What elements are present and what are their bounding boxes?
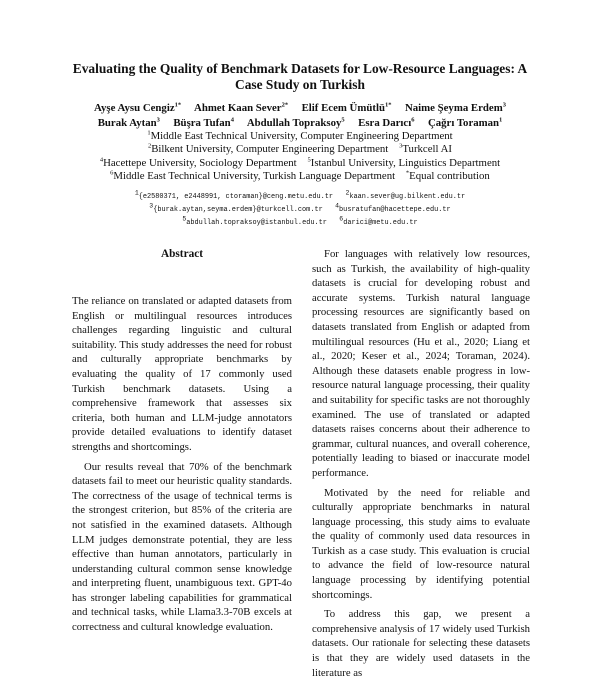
- introduction-column: [312, 247, 530, 680]
- author: Büşra Tufan$^4$: [173, 116, 234, 129]
- body-paragraph: Motivated by the need for reliable and culturally appropriate benchmarks in natural language processing, this study aims to evaluate the quality of commonly used data resources in Turkish as a case study. This evaluation is crucial to advance the field of low-resource natural language processing by identifying potential shortcomings.: [312, 486, 530, 601]
- email: $^4$busratufan@hacettepe.edu.tr: [335, 202, 451, 215]
- affiliation: $^5$Istanbul University, Linguistics Department: [307, 156, 501, 169]
- abstract-paragraph: The reliance on translated or adapted datasets from English or multilingual resources introduces challenges regarding linguistic and cultural suitability. This study addresses the need for robust and culturally appropriate benchmarks by evaluating the quality of 17 commonly used Turkish benchmark datasets. Using a comprehensive framework that assesses six criteria, both human and LLM-judge annotators provide detailed evaluations to identify dataset strengths and shortcomings.: [72, 295, 292, 453]
- author: Ahmet Kaan Sever$^{2*}$: [194, 101, 289, 114]
- author: Burak Aytan$^3$: [97, 116, 160, 129]
- author: Elif Ecem Ümütlü$^{1*}$: [301, 101, 392, 114]
- email: $^2$kaan.sever@ug.bilkent.edu.tr: [345, 189, 466, 201]
- affiliation: $^6$Middle East Technical University, Turkish Language Department: [110, 169, 396, 183]
- abstract-column: [72, 294, 292, 635]
- paper-title: Evaluating the Quality of Benchmark Datasets for Low-Resource Languages: A Case Study on Turkish: [72, 61, 528, 92]
- body-paragraph: To address this gap, we present a comprehensive analysis of 17 widely used Turkish datasets. Our rationale for selecting these datasets is that they are widely used datasets in the literature as: [312, 608, 530, 679]
- affiliation: $^3$Turkcell AI: [399, 142, 453, 156]
- affiliation-list: [40, 130, 560, 184]
- author-list: [40, 101, 560, 131]
- affiliation: $^1$Middle East Technical University, Computer Engineering Department: [147, 129, 453, 142]
- author: Çağrı Toraman$^1$: [427, 116, 503, 129]
- body-paragraph: For languages with relatively low resources, such as Turkish, the availability of high-quality datasets is crucial for developing robust and accurate systems. Turkish natural language processing resources are significantly based on datasets translated from English or adapted from multilingual resources (Hu et al., 2020; Liang et al., 2020; Keser et al., 2024; Toraman, 2024). Although these datasets enable progress in low-resource natural language processing, their quality and suitability for specific tasks are not thoroughly examined. The use of translated or adapted datasets raises concerns about their adherence to grammar, cultural nuances, and overall coherence, potentially leading to biased or inaccurate model performance.: [312, 248, 530, 479]
- email: $^6$darici@metu.edu.tr: [339, 216, 418, 228]
- email: $^3${burak.aytan,seyma.erdem}@turkcell.com.tr: [149, 202, 323, 215]
- author: Abdullah Topraksoy$^5$: [246, 116, 345, 129]
- email: $^5$abdullah.topraksoy@istanbul.edu.tr: [182, 216, 327, 228]
- author: Esra Darıcı$^6$: [358, 116, 415, 129]
- abstract-paragraph: Our results reveal that 70% of the benchmark datasets fail to meet our heuristic quality standards. The correctness of the usage of technical terms is the strongest criterion, but 85% of the criteria are not satisfied in the examined datasets. Although LLM judges demonstrate potential, they are less effective than human annotators, particularly in understanding cultural common sense knowledge and interpreting fluent, unambiguous text. GPT-4o has stronger labeling capabilities for grammatical and technical tasks, while Llama3.3-70B excels at correctness and cultural knowledge evaluation.: [72, 460, 292, 634]
- email-list: [40, 191, 560, 231]
- abstract-heading: Abstract: [160, 248, 204, 260]
- email: $^1${e2580371, e2448991, ctoraman}@ceng.metu.edu.tr: [134, 189, 334, 201]
- affiliation: $^4$Hacettepe University, Sociology Department: [99, 156, 297, 169]
- author: Naime Şeyma Erdem$^3$: [404, 101, 506, 114]
- affiliation: $^2$Bilkent University, Computer Engineering Department: [147, 142, 389, 156]
- author: Ayşe Aysu Cengiz$^{1*}$: [94, 101, 182, 114]
- affiliation: *Equal contribution: [405, 169, 490, 183]
